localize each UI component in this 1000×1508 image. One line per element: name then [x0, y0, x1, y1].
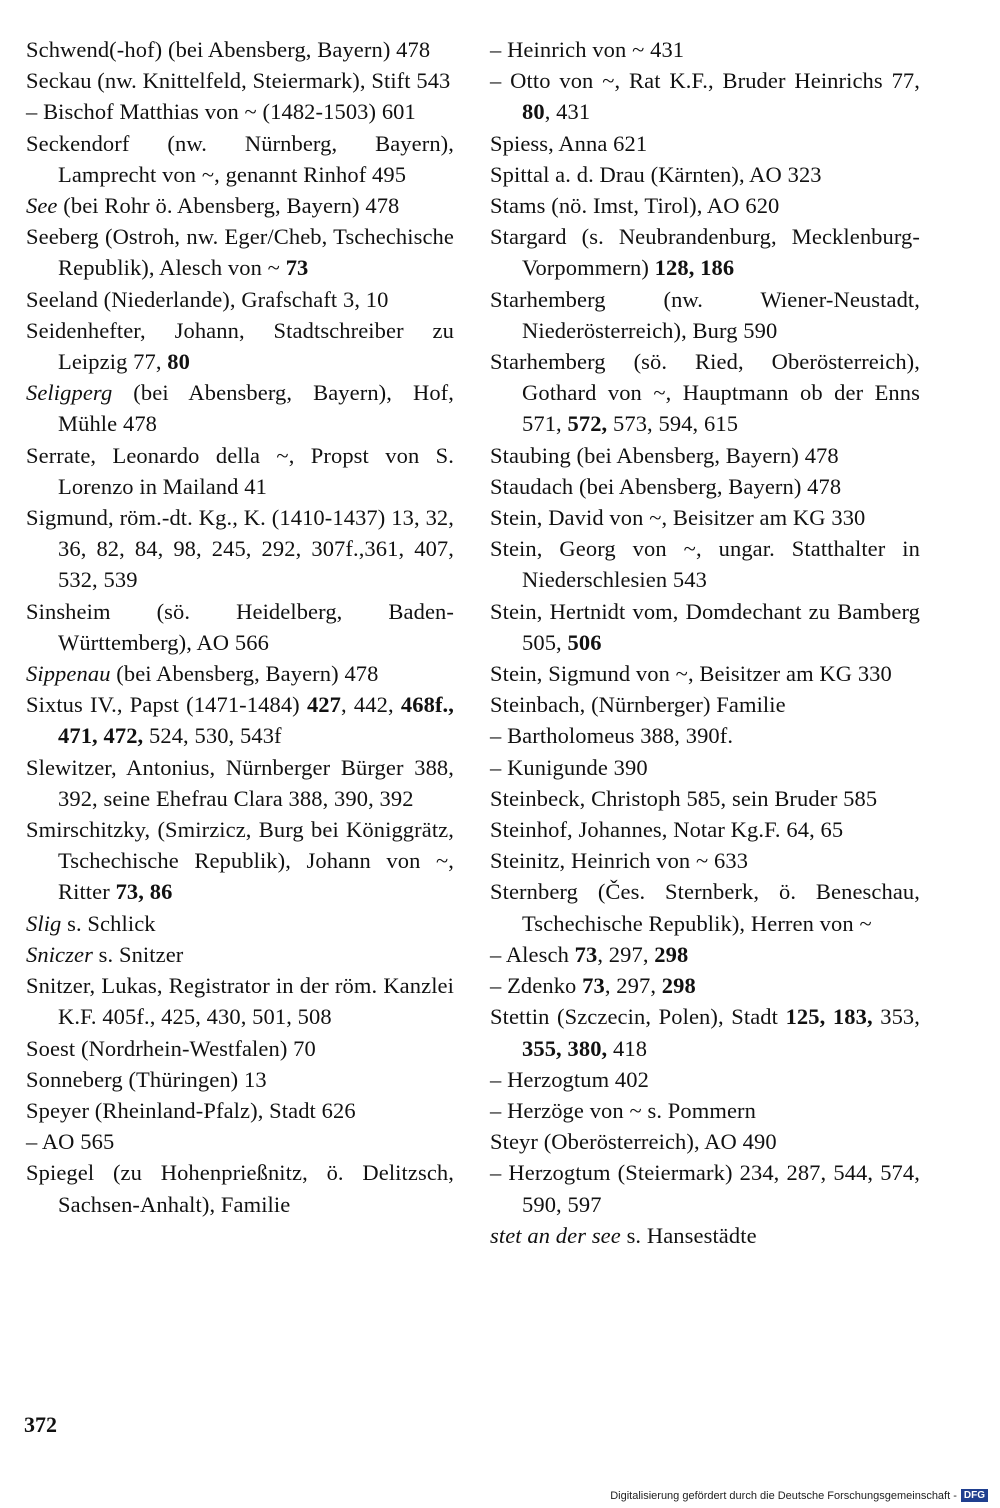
entry-segment: Smirschitzky, (Smirzicz, Burg bei Königgrätz, Tschechische Republik), Johann von ~, Ritter	[26, 817, 454, 905]
entry-segment: Sonneberg (Thüringen) 13	[26, 1066, 267, 1092]
entry-segment: 468f., 471, 472,	[58, 692, 454, 749]
entry-segment: 418	[607, 1035, 648, 1061]
entry-segment: Seckau (nw. Knittelfeld, Steiermark), Stift 543	[26, 68, 451, 94]
index-entry	[490, 970, 920, 1001]
index-entry	[26, 128, 454, 190]
entry-segment: 73	[582, 973, 605, 999]
index-column-left	[26, 34, 454, 1220]
index-entry	[490, 440, 920, 471]
entry-segment: Staudach (bei Abensberg, Bayern) 478	[490, 473, 842, 499]
entry-segment: Spittal a. d. Drau (Kärnten), AO 323	[490, 161, 822, 187]
index-entry	[490, 533, 920, 595]
index-entry	[490, 1001, 920, 1063]
entry-segment: , 431	[544, 99, 591, 125]
index-entry	[26, 284, 454, 315]
index-entry	[490, 221, 920, 283]
index-column-right	[490, 34, 920, 1251]
index-entry	[26, 1033, 454, 1064]
entry-segment: Stams (nö. Imst, Tirol), AO 620	[490, 193, 780, 219]
entry-segment: – Herzogtum 402	[490, 1066, 649, 1092]
index-entry	[490, 783, 920, 814]
entry-segment: Seidenhefter, Johann, Stadtschreiber zu Leipzig 77,	[26, 317, 454, 375]
index-entry	[26, 658, 454, 689]
entry-segment: Starhemberg (nw. Wiener-Neustadt, Niederösterreich), Burg 590	[490, 286, 920, 343]
entry-segment: – Bartholomeus 388, 390f.	[490, 723, 734, 749]
index-entry	[26, 596, 454, 658]
entry-segment: – Zdenko	[490, 973, 583, 999]
entry-segment: Slewitzer, Antonius, Nürnberger Bürger 388, 392, seine Ehefrau Clara 388, 390, 392	[26, 754, 454, 811]
entry-segment: Sigmund, röm.-dt. Kg., K. (1410-1437) 13, 32, 36, 82, 84, 98, 245, 292, 307f.,361, 407, 532, 539	[26, 505, 454, 593]
entry-segment: Sixtus IV., Papst (1471-1484)	[26, 692, 307, 718]
index-entry	[26, 814, 454, 908]
index-entry	[26, 1157, 454, 1219]
entry-segment: stet an der see	[490, 1222, 621, 1248]
entry-segment: Starhemberg (sö. Ried, Oberösterreich), Gothard von ~, Hauptmann ob der Enns 571,	[490, 349, 920, 437]
entry-segment: (bei Abensberg, Bayern) 478	[110, 661, 379, 687]
index-entry	[26, 65, 454, 96]
entry-segment: , 442,	[341, 692, 401, 718]
entry-segment: See	[26, 193, 58, 219]
entry-segment: 73	[285, 255, 309, 281]
entry-segment: Seckendorf (nw. Nürnberg, Bayern), Lamprecht von ~, genannt Rinhof 495	[26, 130, 454, 187]
index-entry	[490, 284, 920, 346]
entry-segment: Steinbeck, Christoph 585, sein Bruder 585	[490, 785, 878, 811]
entry-segment: , 297,	[597, 941, 655, 967]
entry-segment: Seeberg (Ostroh, nw. Eger/Cheb, Tschechische Republik), Alesch von ~	[26, 224, 454, 281]
entry-segment: 128, 186	[654, 255, 735, 281]
index-entry	[26, 752, 454, 814]
index-entry	[26, 96, 454, 127]
entry-segment: – Herzogtum (Steiermark) 234, 287, 544, 574, 590, 597	[490, 1160, 920, 1217]
index-entry	[26, 939, 454, 970]
entry-segment: 80	[167, 349, 190, 375]
entry-segment: Schwend(-hof) (bei Abensberg, Bayern) 478	[26, 37, 431, 62]
index-entry	[490, 128, 920, 159]
entry-segment: Stettin (Szczecin, Polen), Stadt	[490, 1004, 786, 1030]
page-number: 372	[24, 1412, 57, 1437]
footer	[610, 1489, 988, 1502]
entry-segment: 427	[306, 692, 342, 718]
index-entry	[490, 34, 920, 65]
entry-segment: Snitzer, Lukas, Registrator in der röm. Kanzlei K.F. 405f., 425, 430, 501, 508	[26, 973, 454, 1030]
entry-segment: Staubing (bei Abensberg, Bayern) 478	[490, 442, 839, 468]
index-entry	[26, 377, 454, 439]
entry-segment: 355, 380,	[522, 1035, 608, 1061]
index-entry	[490, 845, 920, 876]
entry-segment: Sinsheim (sö. Heidelberg, Baden-Württemberg), AO 566	[26, 598, 454, 655]
entry-segment: – Bischof Matthias von ~ (1482-1503) 601	[26, 99, 416, 125]
index-entry	[490, 1064, 920, 1095]
entry-segment: – Heinrich von ~ 431	[490, 37, 685, 62]
index-entry	[490, 1220, 920, 1251]
index-entry	[26, 1126, 454, 1157]
index-entry	[490, 658, 920, 689]
entry-segment: 73, 86	[115, 879, 173, 905]
entry-segment: 125, 183,	[785, 1004, 873, 1030]
entry-segment: Seligperg	[26, 380, 113, 406]
entry-segment: (bei Abensberg, Bayern), Hof, Mühle 478	[58, 380, 454, 437]
index-entry	[490, 1095, 920, 1126]
index-entry	[26, 190, 454, 221]
entry-segment: – Alesch	[490, 941, 575, 967]
index-entry	[26, 1095, 454, 1126]
entry-segment: 353,	[872, 1004, 920, 1030]
index-entry	[26, 908, 454, 939]
index-entry	[26, 970, 454, 1032]
entry-segment: 80	[522, 99, 545, 125]
index-entry	[490, 1126, 920, 1157]
entry-segment: s. Schlick	[61, 910, 156, 936]
entry-segment: Steinbach, (Nürnberger) Familie	[490, 692, 786, 718]
entry-segment: Soest (Nordrhein-Westfalen) 70	[26, 1035, 316, 1061]
entry-segment: Speyer (Rheinland-Pfalz), Stadt 626	[26, 1097, 356, 1123]
index-entry	[26, 315, 454, 377]
entry-segment: Slig	[26, 910, 62, 936]
entry-segment: Steinitz, Heinrich von ~ 633	[490, 848, 749, 874]
entry-segment: (bei Rohr ö. Abensberg, Bayern) 478	[57, 193, 400, 219]
index-entry	[490, 159, 920, 190]
entry-segment: – AO 565	[26, 1129, 115, 1155]
entry-segment: Seeland (Niederlande), Grafschaft 3, 10	[26, 286, 389, 312]
index-entry	[490, 502, 920, 533]
index-entry	[26, 440, 454, 502]
index-entry	[490, 752, 920, 783]
entry-segment: 298	[661, 973, 696, 999]
index-entry	[490, 471, 920, 502]
entry-segment: Serrate, Leonardo della ~, Propst von S. Lorenzo in Mailand 41	[26, 442, 454, 499]
entry-segment: Stein, Hertnidt vom, Domdechant zu Bamberg 505,	[490, 598, 920, 655]
index-entry	[26, 502, 454, 596]
entry-segment: Steyr (Oberösterreich), AO 490	[490, 1129, 777, 1155]
entry-segment: 506	[567, 629, 602, 655]
index-entry	[26, 1064, 454, 1095]
index-entry	[490, 346, 920, 440]
index-entry	[490, 689, 920, 720]
entry-segment: Sniczer	[26, 941, 93, 967]
entry-segment: 73	[574, 941, 598, 967]
entry-segment: – Kunigunde 390	[490, 754, 648, 780]
entry-segment: 573, 594, 615	[607, 411, 739, 437]
index-entry	[490, 65, 920, 127]
entry-segment: 524, 530, 543f	[143, 723, 282, 749]
entry-segment: , 297,	[604, 973, 662, 999]
entry-segment: Steinhof, Johannes, Notar Kg.F. 64, 65	[490, 817, 844, 843]
index-entry	[26, 689, 454, 751]
entry-segment: Stein, Sigmund von ~, Beisitzer am KG 330	[490, 661, 892, 687]
index-entry	[490, 720, 920, 751]
entry-segment: – Herzöge von ~ s. Pommern	[490, 1097, 756, 1123]
index-entry	[490, 596, 920, 658]
entry-segment: s. Snitzer	[92, 941, 184, 967]
entry-segment: Sternberg (Čes. Sternberk, ö. Beneschau, Tschechische Republik), Herren von ~	[490, 879, 920, 936]
entry-segment: Stein, Georg von ~, ungar. Statthalter in Niederschlesien 543	[490, 536, 920, 593]
entry-segment: Sippenau	[26, 661, 111, 687]
dfg-logo: DFG	[961, 1489, 988, 1502]
index-entry	[490, 939, 920, 970]
index-entry	[490, 1157, 920, 1219]
entry-segment: – Otto von ~, Rat K.F., Bruder Heinrichs 77,	[490, 68, 920, 94]
entry-segment: 298	[654, 941, 689, 967]
index-entry	[490, 876, 920, 938]
entry-segment: Stargard (s. Neubrandenburg, Mecklenburg-Vorpommern)	[490, 224, 920, 281]
index-entry	[490, 190, 920, 221]
index-entry	[26, 221, 454, 283]
entry-segment: Spiegel (zu Hohenprießnitz, ö. Delitzsch, Sachsen-Anhalt), Familie	[26, 1160, 454, 1217]
footer-text: Digitalisierung gefördert durch die Deutsche Forschungsgemeinschaft -	[610, 1489, 957, 1502]
index-entry	[490, 814, 920, 845]
entry-segment: s. Hansestädte	[620, 1222, 757, 1248]
entry-segment: Spiess, Anna 621	[490, 130, 648, 156]
entry-segment: Stein, David von ~, Beisitzer am KG 330	[490, 505, 866, 531]
entry-segment: 572,	[567, 411, 608, 437]
index-entry	[26, 34, 454, 65]
